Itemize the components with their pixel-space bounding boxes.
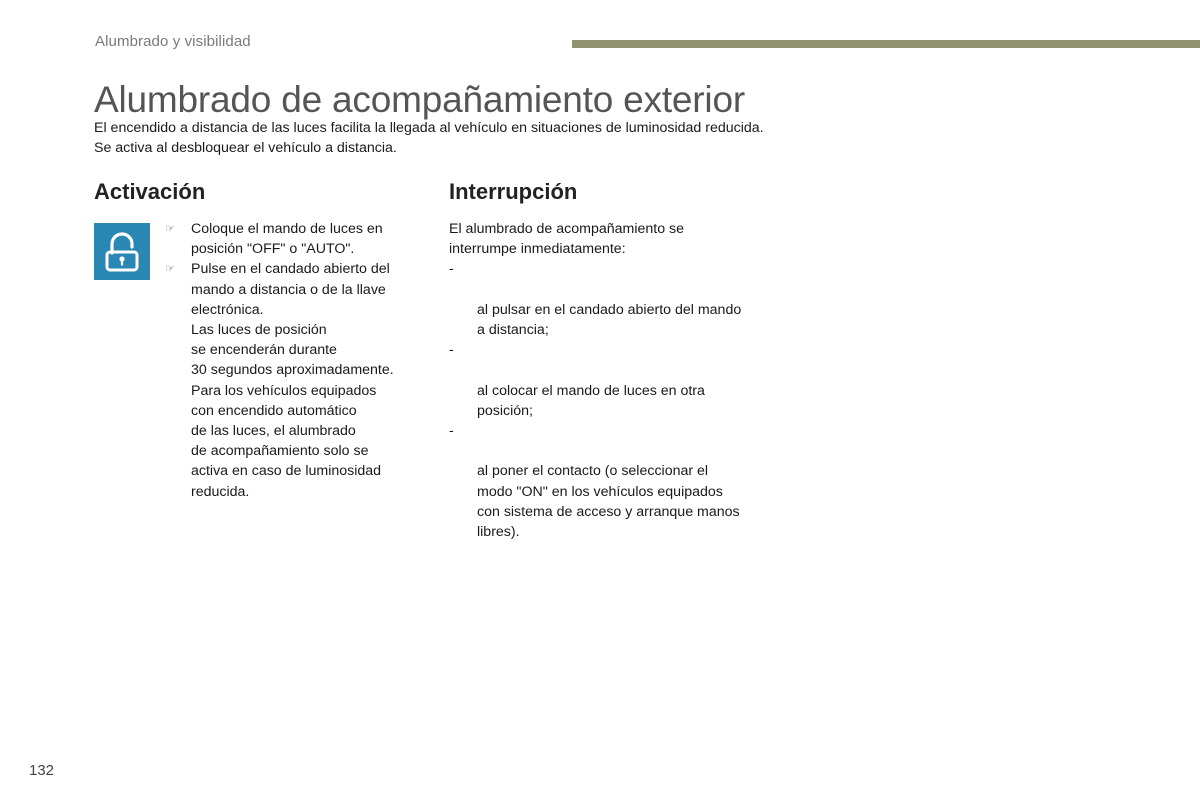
list-item-text: al colocar el mando de luces en otra posición; xyxy=(477,382,705,419)
list-item xyxy=(163,259,423,501)
list-item-text: al pulsar en el candado abierto del mando a distancia; xyxy=(477,301,742,339)
page-title: Alumbrado de acompañamiento exterior xyxy=(94,79,745,120)
list-item xyxy=(163,219,423,259)
interruption-heading: Interrupción xyxy=(449,179,578,204)
dash-marker: - xyxy=(449,423,454,440)
dash-marker: - xyxy=(449,261,454,278)
pointing-hand-icon: ☞ xyxy=(165,223,175,235)
interruption-list xyxy=(449,259,779,542)
step-text: Pulse en el candado abierto del mando a distancia o de la llave electrónica. Las luces de posición se encenderán durante 30 segundos aproximadamente. Para los vehículos equipados con encendido automático de las luces, el alumbrado de acompañamiento solo se activa en caso de luminosidad reducida. xyxy=(191,261,394,500)
pointing-hand-icon: ☞ xyxy=(165,263,175,276)
page-number: 132 xyxy=(29,762,55,779)
list-item xyxy=(449,421,779,542)
step-text: Coloque el mando de luces en posición "OFF" o "AUTO". xyxy=(191,221,383,258)
intro-paragraph: Se activa al desbloquear el vehículo a distancia. xyxy=(94,140,397,156)
list-item xyxy=(449,259,779,340)
header-rule xyxy=(572,40,1200,48)
intro xyxy=(94,118,774,158)
open-padlock-icon xyxy=(94,223,150,280)
activation-steps xyxy=(163,219,423,502)
list-item-text: al poner el contacto (o seleccionar el modo "ON" en los vehículos equipados con sistema de acceso y arranque manos libres). xyxy=(477,463,740,541)
section-header: Alumbrado y visibilidad xyxy=(95,33,251,50)
interruption-lead: El alumbrado de acompañamiento se interrumpe inmediatamente: xyxy=(449,221,685,258)
interruption-body xyxy=(449,219,779,542)
list-item xyxy=(449,340,779,421)
intro-paragraph: El encendido a distancia de las luces facilita la llegada al vehículo en situaciones de luminosidad reducida. xyxy=(94,120,764,136)
activation-heading: Activación xyxy=(94,179,206,204)
dash-marker: - xyxy=(449,342,454,359)
